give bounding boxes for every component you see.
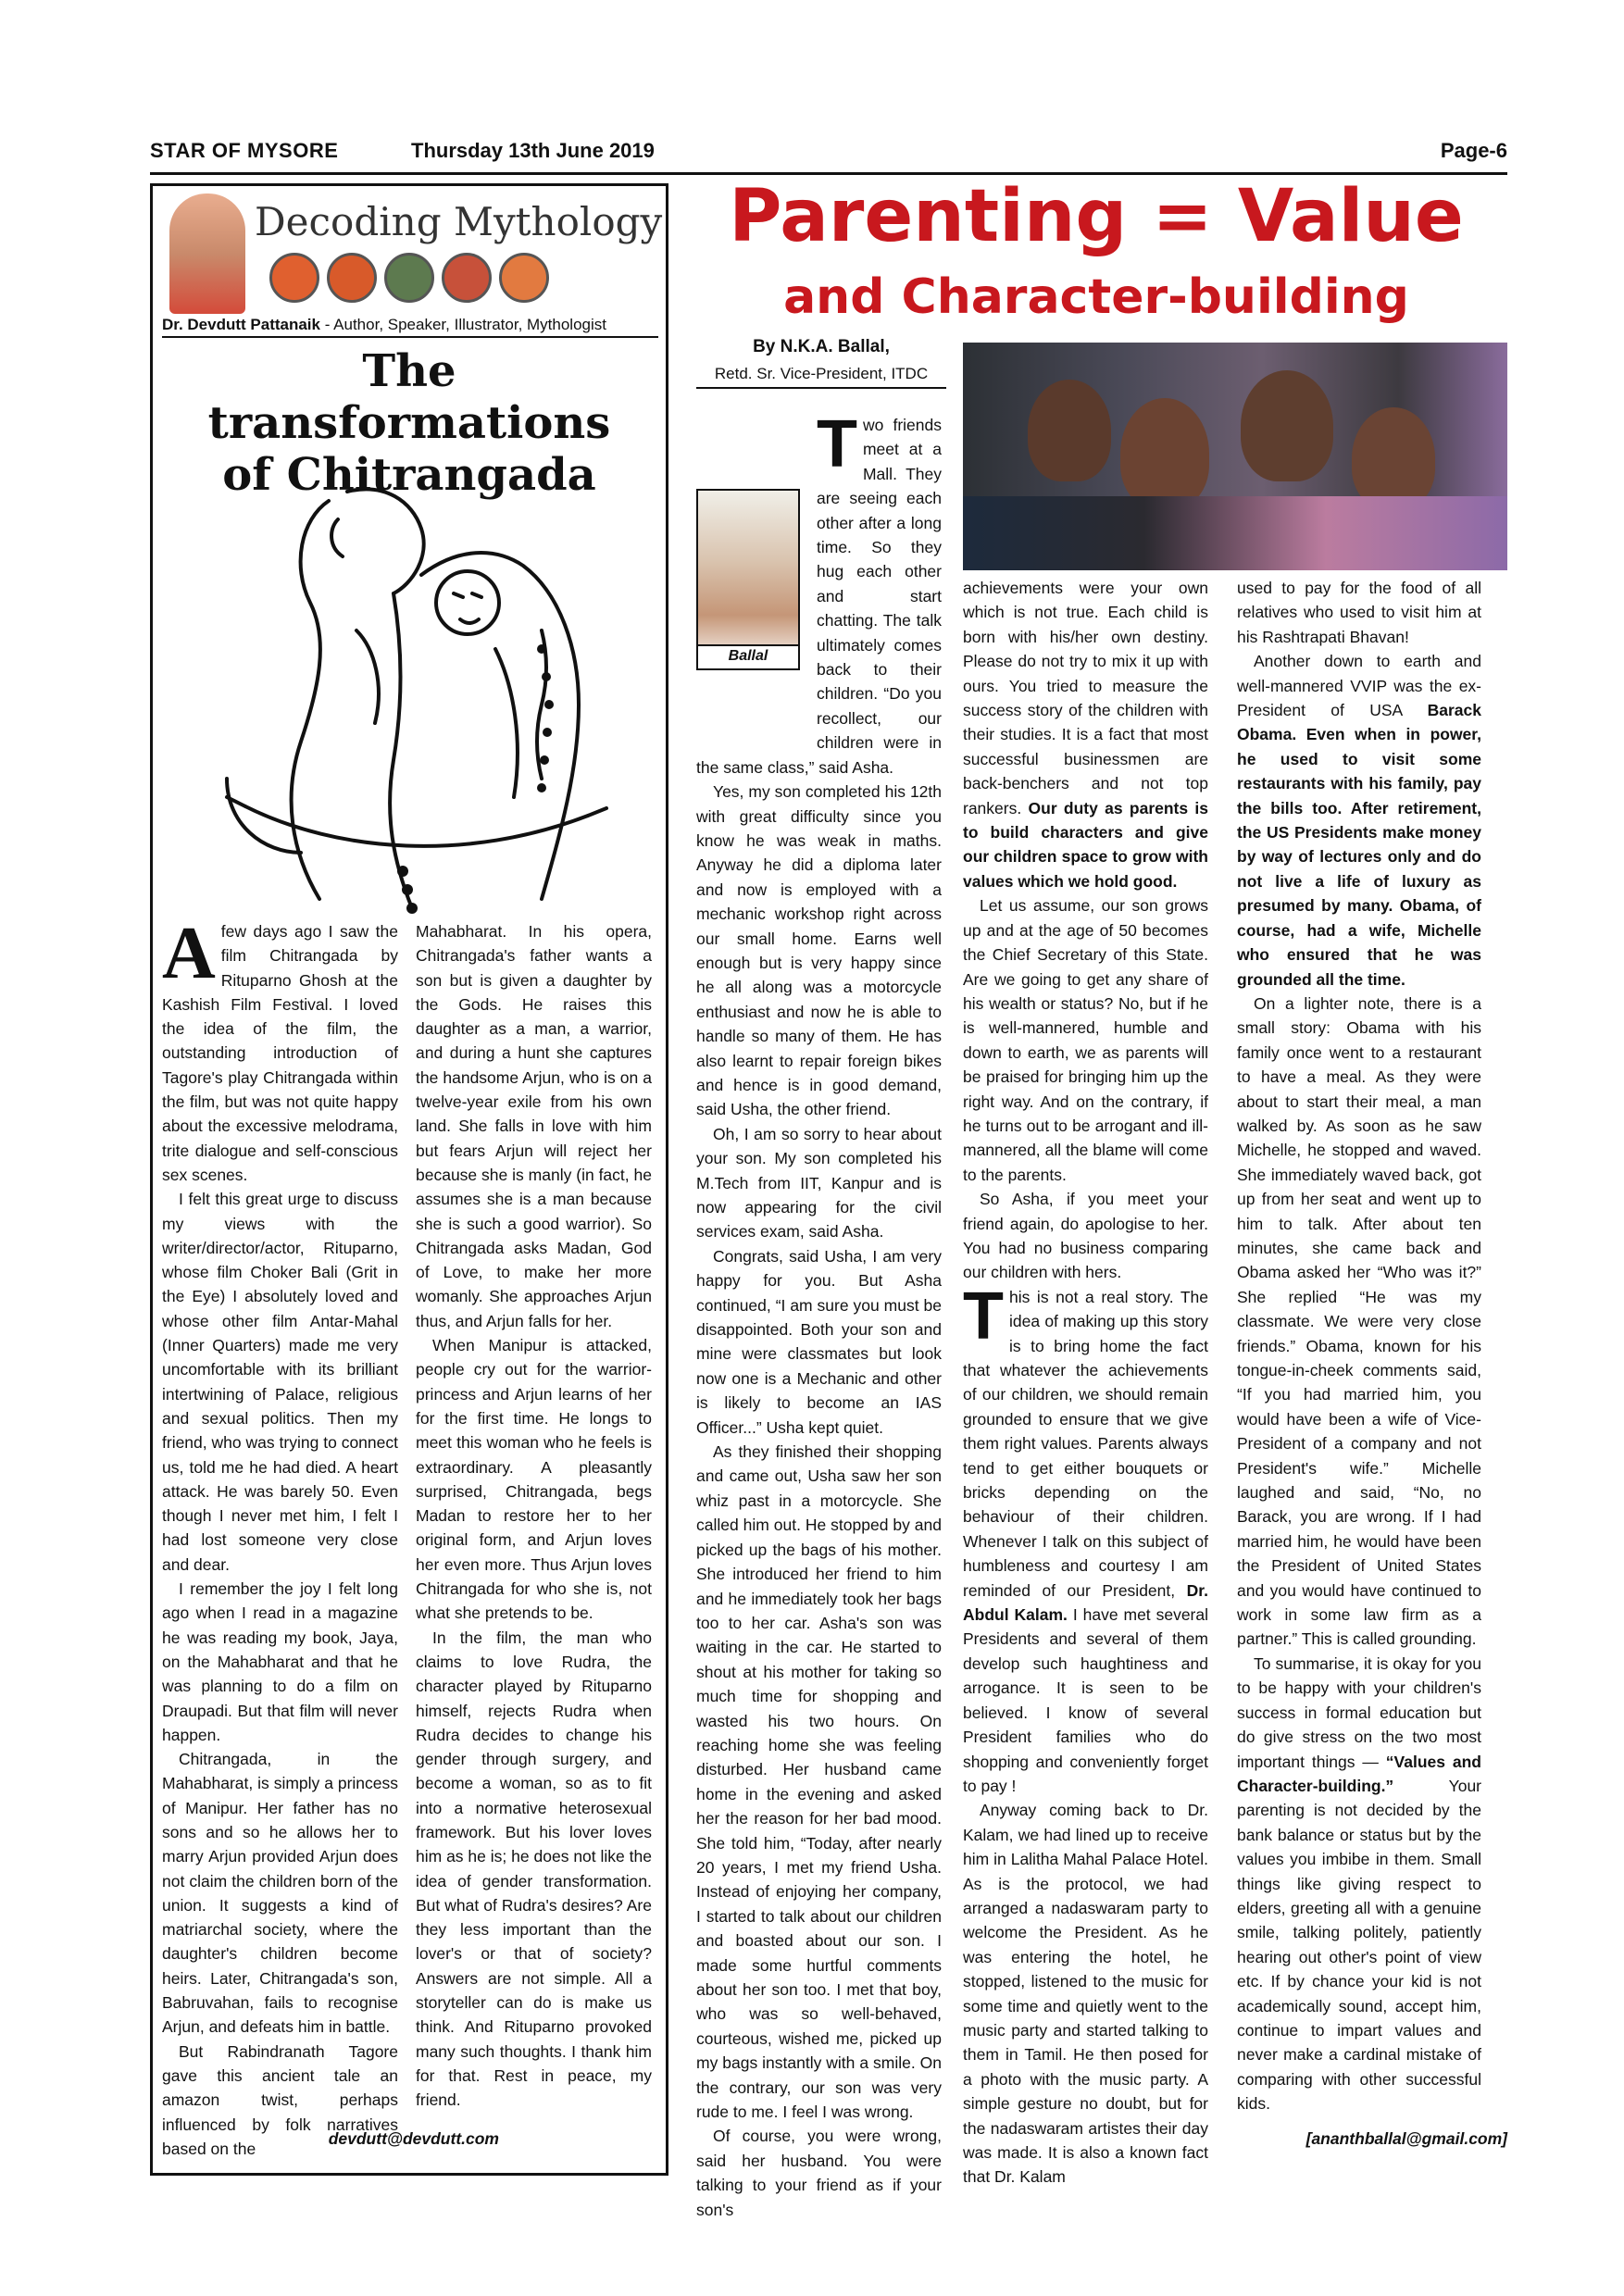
- page-number: Page-6: [1440, 139, 1507, 162]
- left-article-column-2: [416, 919, 652, 2160]
- emphasis-text: Dr. Abdul Kalam.: [963, 1580, 1208, 1625]
- paragraph: [1237, 1652, 1481, 2116]
- paragraph: So Asha, if you meet your friend again, do apologise to her. You had no business comparing our children with hers.: [963, 1190, 1208, 1282]
- decoding-mythology-article: [150, 183, 668, 2176]
- left-article-column-1: [162, 913, 398, 2160]
- article-headline: The transformations of Chitrangada: [207, 345, 611, 501]
- author-role: Retd. Sr. Vice-President, ITDC: [696, 365, 946, 389]
- text-run: Your parenting is not decided by the bank balance or status but by the values you imbibe in them. Small things like giving respect to elders, greeting all with a genuine smile, talking politely, patiently hearing out other's point of view etc. If by chance your kid is not academically sound, accept him, continue to impart values and never make a cardinal mistake of comparing with other successful kids.: [1237, 1776, 1481, 2114]
- dropcap: T: [817, 407, 857, 481]
- paragraph: wo friends meet at a Mall. They are seeing each other after a long time. So they hug each other and start chatting. The talk ultimately comes back to their children. “Do you recollect, our children were in the same class,” said Asha.: [696, 416, 942, 777]
- dropcap: T: [963, 1279, 1004, 1354]
- author-byline: [162, 316, 658, 338]
- paragraph: But Rabindranath Tagore gave this ancient tale an amazon twist, perhaps influenced by folk narratives based on the: [162, 2041, 398, 2158]
- headline-main: Parenting = Value: [729, 175, 1464, 258]
- paragraph: When Manipur is attacked, people cry out for the warrior-princess and Arjun learns of her for the first time. He longs to meet this woman who he feels is extraordinary. A pleasantly surprised, Chitrangada, begs Madan to restore her to her original form, and Arjun loves her even more. Thus Arjun loves Chitrangada for who she is, not what she pretends to be.: [416, 1336, 652, 1623]
- chitrangada-illustration: [190, 464, 625, 927]
- paragraph: Oh, I am so sorry to hear about your son. My son completed his M.Tech from IIT, Kanpur and is now appearing for the civil services exam, said Asha.: [696, 1124, 942, 1242]
- paragraph: As they finished their shopping and came out, Usha saw her son whiz past in a motorcycle. She called him out. He stopped by and picked up the bags of his mother. She introduced her friend to him and he immediately took her bags too to her car. Asha's son was waiting in the car. He started to shout at his mother for taking so much time for shopping and wasted his two hours. On reaching home she was feeling disturbed. Her husband came home in the evening and asked her the reason for her bad mood. She told him, “Today, after nearly 20 years, I met my friend Usha. Instead of enjoying her company, I started to talk about our children and boasted about our son. I made some hurtful comments about her son too. I met that boy, who was so well-behaved, courteous, wished me, picked up my bags instantly with a smile. On the contrary, our son was very rude to me. I feel I was wrong.: [696, 1442, 942, 2122]
- paragraph: I felt this great urge to discuss my views with the writer/director/actor, Rituparno, whose film Choker Bali (Grit in the Eye) I absolutely loved and whose other film Antar-Mahal (Inner Quarters) made me very uncomfortable with its brilliant intertwining of Palace, religious and sexual politics. Then my friend, who was trying to connect us, told me he had died. A heart attack. He was barely 50. Even though I never met him, I felt I had lost someone very close and dear.: [162, 1190, 398, 1574]
- paragraph: Let us assume, our son grows up and at the age of 50 becomes the Chief Secretary of this State. Are we going to get any share of his wealth or status? No, but if he is well-mannered, humble and down to earth, we as parents will be praised for bringing him up the right way. And on the contrary, if he turns out to be arrogant and ill-mannered, all the blame will come to the parents.: [963, 896, 1208, 1184]
- paragraph: few days ago I saw the film Chitrangada by Rituparno Ghosh at the Kashish Film Festival. I loved the idea of the film, the outstanding introduction of Tagore's play Chitrangada within the film, but was not quite happy about the excessive melodrama, trite dialogue and self-conscious sex scenes.: [162, 922, 398, 1184]
- headline-sub: and Character-building: [783, 269, 1409, 325]
- column-title: Decoding Mythology: [255, 199, 663, 244]
- right-article-column-2: [963, 576, 1208, 2187]
- text-run: Another down to earth and well-mannered VVIP was the ex-President of USA: [1237, 652, 1481, 720]
- author-email: devdutt@devdutt.com: [328, 2129, 499, 2148]
- right-article-column-3: [1237, 576, 1481, 2128]
- right-article-column-1: [696, 407, 942, 2219]
- photo-spacer: [696, 489, 811, 748]
- paragraph: used to pay for the food of all relatives who used to visit him at his Rashtrapati Bhavan!: [1237, 579, 1481, 646]
- paragraph: Mahabharat. In his opera, Chitrangada's father wants a son but is given a daughter by the Gods. He raises this daughter as a man, a warrior, and during a hunt she captures the handsome Arjun, who is on a twelve-year exile from his own land. She falls in love with him but fears Arjun will reject her because she is manly (in fact, he assumes she is a man because she is such a good warrior). So Chitrangada asks Madan, God of Love, to make her more womanly. She approaches Arjun thus, and Arjun falls for her.: [416, 922, 652, 1330]
- emphasis-text: Barack Obama. Even when in power, he used to visit some restaurants with his family, pay the bills too. After retirement, the US Presidents make money by way of lectures only and do not live a life of luxury as presumed by many. Obama, of course, had a wife, Michelle who ensured that he was grounded all the time.: [1237, 701, 1481, 989]
- person-figure: [1028, 380, 1111, 481]
- paragraph: Yes, my son completed his 12th with great difficulty since you know he was weak in maths. Anyway he did a diploma later and now is employed with a mechanic workshop right across our small home. Earns well enough but is very happy since he all along was a motorcycle enthusiast and now he is able to handle so many of them. He has also learnt to repair foreign bikes and hence is in good demand, said Usha, the other friend.: [696, 782, 942, 1119]
- publication-name: STAR OF MYSORE: [150, 139, 339, 162]
- paragraph: On a lighter note, there is a small story: Obama with his family once went to a restaurant to have a meal. As they were about to start their meal, a man walked by. As soon as he saw Michelle, he stopped and waved. She immediately waved back, got up from her seat and went up to him to talk. After about ten minutes, she came back and Obama asked her “Who was it?” She replied “He was my classmate. We were very close friends.” Obama, known for his tongue-in-cheek comments said, “If you had married him, you would have been a wife of Vice-President of a company and not President's wife.” Michelle laughed and said, “No, no Barack, you are wrong. If I had married him, he would have been the President of United States and you would have continued to work in some law firm as a partner.” This is called grounding.: [1237, 993, 1481, 1649]
- mask-icons: [269, 253, 547, 306]
- mask-icon: [384, 253, 434, 303]
- person-figure: [1352, 407, 1435, 509]
- author-email: [ananthballal@gmail.com]: [1305, 2129, 1507, 2148]
- paragraph: I remember the joy I felt long ago when I read in a magazine he was reading my book, Jaya, on the Mahabharat and that he was planning to do a film on Draupadi. But that film will never happen.: [162, 1579, 398, 1744]
- byline-name: Dr. Devdutt Pattanaik: [162, 316, 320, 333]
- paragraph: Of course, you were wrong, said her husband. You were talking to your friend as if your son's: [696, 2127, 942, 2219]
- mask-icon: [269, 253, 319, 303]
- mask-icon: [442, 253, 492, 303]
- paragraph: [963, 1279, 1208, 1799]
- paragraph: Congrats, said Usha, I am very happy for you. But Asha continued, “I am sure you must be disappointed. Both your son and mine were classmates but look now one is a Mechanic and other is likely to become an IAS Officer...” Usha kept quiet.: [696, 1246, 942, 1437]
- text-run: I have met several Presidents and several of them develop such haughtiness and arrogance. It is seen to be believed. I know of several President families who do shopping and conveniently forget to pay !: [963, 1605, 1208, 1795]
- mask-icon: [327, 253, 377, 303]
- text-run: To summarise, it is okay for you to be happy with your children's success in formal education but do give stress on the two most important things —: [1237, 1653, 1481, 1771]
- paragraph: [963, 576, 1208, 893]
- issue-date: Thursday 13th June 2019: [411, 139, 655, 162]
- photo-caption: Ballal: [698, 644, 798, 668]
- emphasis-text: Our duty as parents is to build characters and give our children space to grow with values which we hold good.: [963, 798, 1208, 891]
- clothing-band: [963, 496, 1507, 570]
- mask-icon: [499, 253, 549, 303]
- author-name: By N.K.A. Ballal,: [753, 337, 890, 356]
- paragraph: Chitrangada, in the Mahabharat, is simply a princess of Manipur. Her father has no sons and so he allows her to marry Arjun provided Arjun does not claim the children born of the union. It suggests a kind of matriarchal society, where the daughter's children become heirs. Later, Chitrangada's son, Babruvahan, fails to recognise Arjun, and defeats him in battle.: [162, 1750, 398, 2037]
- paragraph: Anyway coming back to Dr. Kalam, we had lined up to receive him in Lalitha Mahal Palace Hotel. As is the protocol, we had arranged a nadaswaram party to welcome the President. As he was entering the hotel, he stopped, listened to the music for some time and quietly went to the music party and started talking to them in Tamil. He then posed for a photo with the music party. A simple gesture no doubt, but for the nadaswaram artistes their day was made. It is also a known fact that Dr. Kalam: [963, 1801, 1208, 2187]
- text-run: achievements were your own which is not true. Each child is born with his/her own destiny. Please do not try to mix it up with ours. You tried to measure the success story of the children with their studies. It is a fact that most successful businessmen are back-benchers and not top rankers.: [963, 579, 1208, 817]
- paragraph: In the film, the man who claims to love Rudra, the character played by Rituparno himself, rejects Rudra when Rudra decides to change his gender through surgery, and become a woman, so as to fit into a normative heterosexual framework. But his lover loves him as he is; he does not like the idea of gender transformation. But what of Rudra's desires? Are they less important than the lover's or that of society? Answers are not simple. All a storyteller can do is make us think. And Rituparno provoked many such thoughts. I thank him for that. Rest in peace, my friend.: [416, 1628, 652, 2110]
- dropcap: A: [162, 913, 216, 994]
- page-header: [150, 139, 1507, 175]
- paragraph: [1237, 649, 1481, 992]
- emphasis-text: “Values and Character-building.”: [1237, 1752, 1481, 1795]
- byline-role: - Author, Speaker, Illustrator, Mythologist: [320, 316, 606, 333]
- text-run: his is not a real story. The idea of making up this story is to bring home the fact that whatever the achievements of our children, we should remain grounded to ensure that we give them right values. Parents always tend to get either bouquets or bricks depending on the behaviour of their children. Whenever I talk on this subject of humbleness and courtesy I am reminded of our President,: [963, 1287, 1208, 1600]
- person-figure: [1241, 370, 1333, 481]
- obama-family-photo: [963, 343, 1507, 570]
- author-photo: [169, 193, 245, 314]
- person-figure: [1120, 398, 1209, 509]
